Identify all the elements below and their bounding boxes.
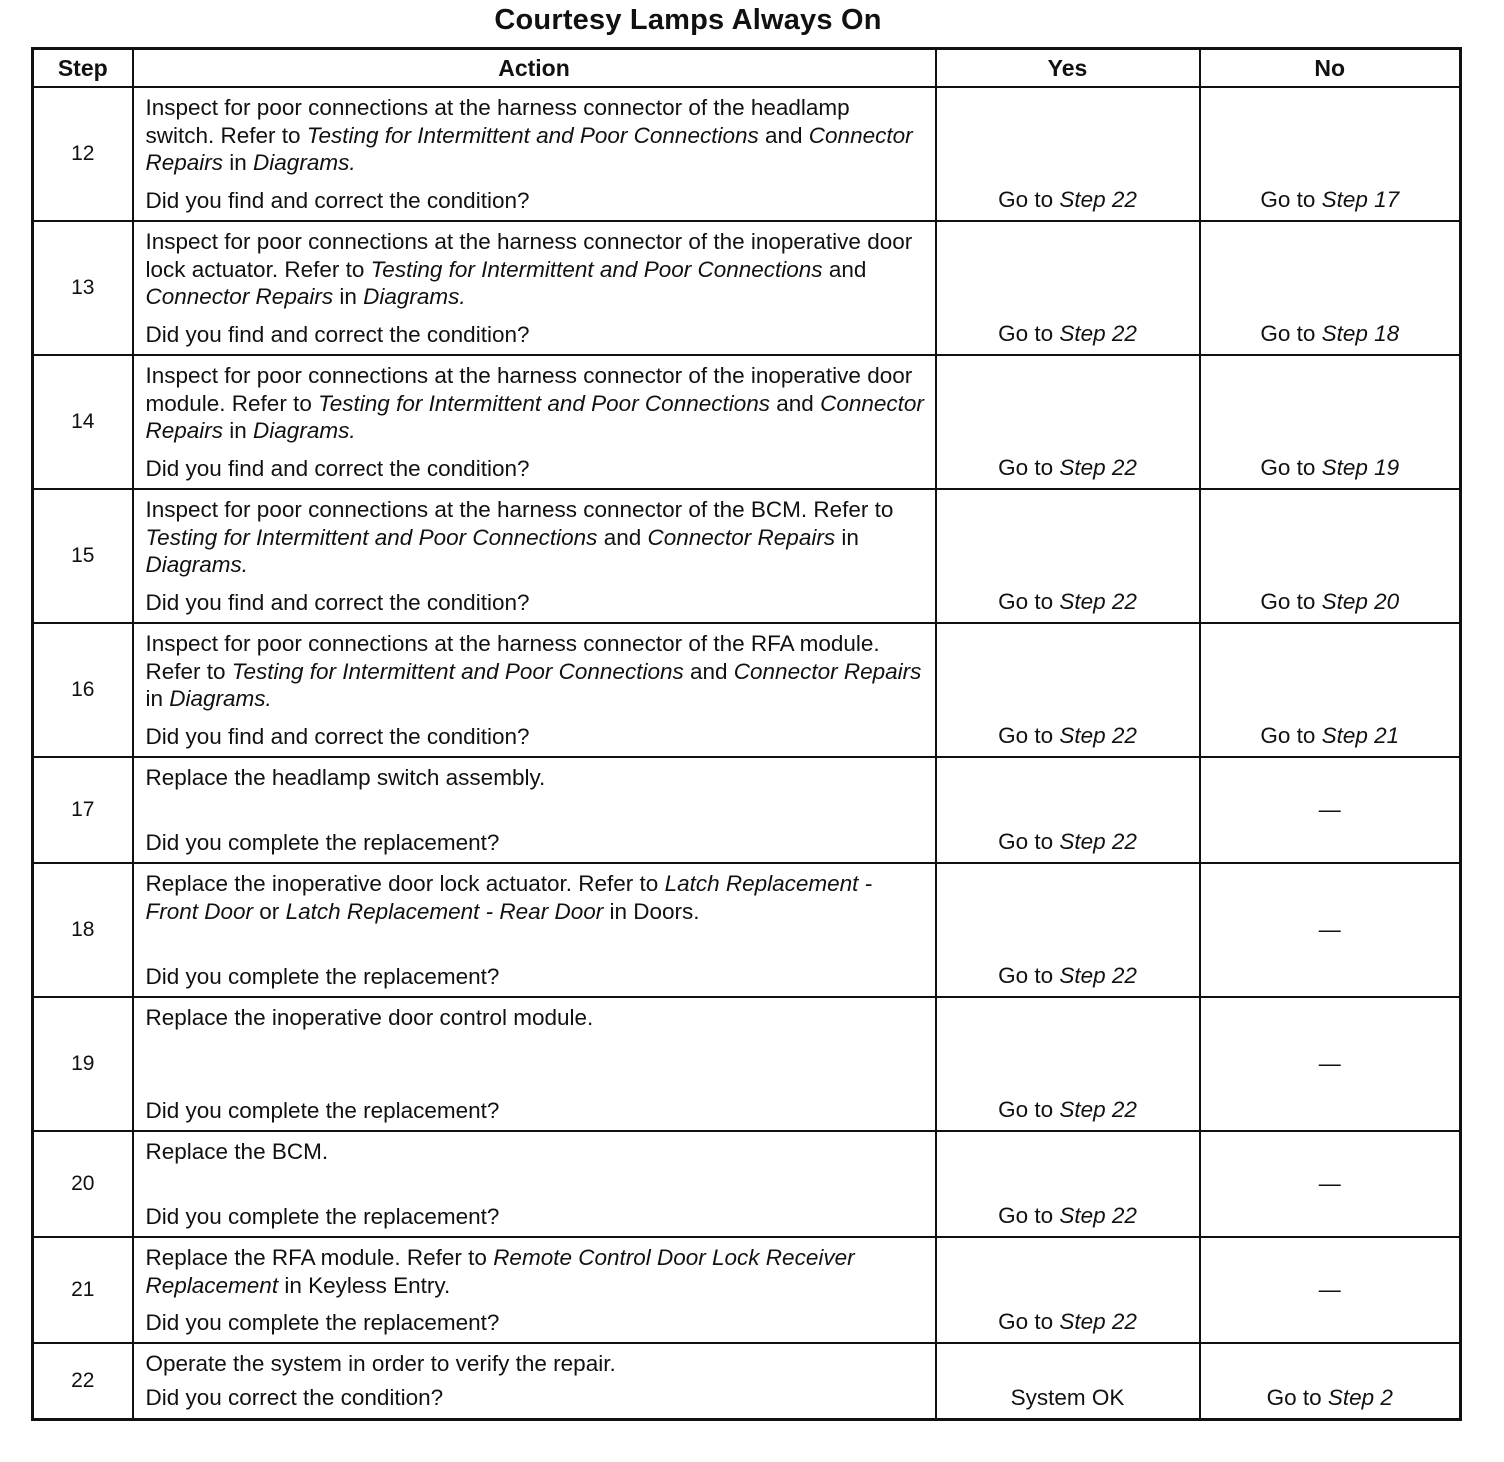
table-row — [33, 757, 1461, 863]
step-number: 15 — [33, 489, 133, 623]
action-cell — [133, 757, 936, 863]
action-question: Did you complete the replacement? — [145, 1309, 500, 1335]
step-link-text: Step 22 — [1059, 829, 1137, 854]
result-text: Go to — [1260, 187, 1322, 212]
action-cell — [133, 1343, 936, 1419]
reference-text: Testing for Intermittent and Poor Connections — [318, 390, 771, 416]
result-text: Go to — [998, 589, 1060, 614]
action-text: Inspect for poor connections at the harness connector of the inoperative door module. Refer to — [145, 363, 913, 416]
action-cell — [133, 355, 936, 489]
no-result — [1200, 1131, 1461, 1237]
action-text: and — [683, 658, 734, 684]
result-text: — — [1318, 1171, 1341, 1196]
reference-text: Diagrams. — [169, 686, 272, 711]
table-row — [33, 1131, 1461, 1237]
step-link-text: Step 22 — [1059, 187, 1137, 212]
step-link-text: Step 22 — [1059, 723, 1137, 748]
yes-result — [936, 1131, 1200, 1237]
step-link-text: Step 22 — [1059, 589, 1137, 614]
table-row — [33, 863, 1461, 997]
result-text: Go to — [998, 455, 1060, 480]
yes-result — [936, 221, 1200, 355]
no-result — [1200, 355, 1461, 489]
action-cell — [133, 623, 936, 757]
yes-result — [936, 1237, 1200, 1343]
action-text: Operate the system in order to verify the repair. — [145, 1351, 616, 1376]
step-number: 18 — [33, 863, 133, 997]
action-text: in — [835, 524, 859, 550]
table-row — [33, 221, 1461, 355]
yes-result — [936, 489, 1200, 623]
action-cell — [133, 863, 936, 997]
yes-result — [936, 623, 1200, 757]
reference-text: Testing for Intermittent and Poor Connections — [145, 524, 598, 550]
result-text: Go to — [1260, 455, 1322, 480]
table-body — [33, 87, 1461, 1419]
header-action: Action — [133, 49, 936, 88]
action-text: and — [597, 524, 648, 550]
step-link-text: Step 22 — [1059, 1097, 1137, 1122]
step-number: 14 — [33, 355, 133, 489]
step-link-text: Step 20 — [1321, 589, 1400, 614]
reference-text: Diagrams. — [363, 284, 466, 309]
action-question: Did you correct the condition? — [145, 1385, 444, 1410]
action-text: Inspect for poor connections at the harness connector of the BCM. Refer to — [145, 497, 894, 522]
reference-text: Testing for Intermittent and Poor Connections — [231, 658, 684, 684]
reference-text: Remote Control Door Lock Receiver Replacement — [145, 1245, 855, 1298]
result-text: Go to — [998, 1097, 1060, 1122]
step-link-text: Step 22 — [1059, 1203, 1137, 1228]
header-step: Step — [33, 49, 133, 88]
table-row — [33, 489, 1461, 623]
action-text: Inspect for poor connections at the harness connector of the RFA module. Refer to — [145, 631, 880, 684]
reference-text: Testing for Intermittent and Poor Connections — [370, 256, 823, 282]
step-number: 22 — [33, 1343, 133, 1419]
reference-text: Connector Repairs — [733, 658, 922, 684]
header-no: No — [1200, 49, 1461, 88]
action-cell — [133, 1131, 936, 1237]
action-description — [146, 1004, 925, 1032]
no-result — [1200, 1343, 1461, 1419]
no-result — [1200, 997, 1461, 1131]
action-text: Replace the BCM. — [145, 1139, 329, 1164]
reference-text: Connector Repairs — [145, 122, 913, 175]
action-question: Did you find and correct the condition? — [145, 321, 530, 347]
table-row — [33, 87, 1461, 221]
result-text: Go to — [1260, 589, 1322, 614]
result-text: Go to — [998, 1203, 1060, 1228]
step-link-text: Step 2 — [1327, 1384, 1393, 1410]
action-text: Replace the inoperative door lock actuator. Refer to — [145, 871, 665, 896]
table-row — [33, 997, 1461, 1131]
step-number: 17 — [33, 757, 133, 863]
step-link-text: Step 22 — [1059, 963, 1137, 988]
result-text: Go to — [998, 1309, 1060, 1334]
step-link-text: Step 22 — [1059, 455, 1137, 480]
table-row — [33, 1343, 1461, 1419]
page-title: Courtesy Lamps Always On — [494, 4, 882, 36]
action-text: and — [758, 122, 809, 148]
action-text: in — [145, 686, 170, 711]
result-text: — — [1318, 1051, 1341, 1076]
action-question: Did you find and correct the condition? — [145, 589, 530, 615]
action-description — [146, 496, 925, 579]
result-text: System OK — [1010, 1384, 1125, 1410]
step-number: 20 — [33, 1131, 133, 1237]
action-description — [146, 1244, 925, 1299]
no-result — [1200, 489, 1461, 623]
action-text: and — [770, 390, 821, 416]
action-text: Replace the inoperative door control module. — [145, 1005, 594, 1030]
result-text: Go to — [1260, 723, 1322, 748]
result-text: Go to — [998, 963, 1060, 988]
result-text: Go to — [998, 321, 1060, 346]
table-row — [33, 623, 1461, 757]
action-text: in — [223, 150, 254, 175]
action-question: Did you complete the replacement? — [145, 963, 500, 989]
step-link-text: Step 17 — [1321, 187, 1400, 212]
action-cell — [133, 221, 936, 355]
step-number: 19 — [33, 997, 133, 1131]
no-result — [1200, 757, 1461, 863]
yes-result — [936, 757, 1200, 863]
result-text: Go to — [998, 829, 1060, 854]
action-text: Replace the headlamp switch assembly. — [145, 765, 546, 790]
action-question: Did you complete the replacement? — [145, 829, 500, 855]
no-result — [1200, 863, 1461, 997]
reference-text: Diagrams. — [145, 552, 249, 577]
reference-text: Diagrams. — [253, 418, 356, 443]
step-link-text: Step 22 — [1059, 1309, 1137, 1334]
yes-result — [936, 997, 1200, 1131]
action-text: Inspect for poor connections at the harness connector of the headlamp switch. Refer to — [145, 95, 850, 148]
action-text: in — [223, 418, 254, 443]
reference-text: Latch Replacement - Rear Door — [285, 898, 604, 924]
step-number: 12 — [33, 87, 133, 221]
action-cell — [133, 1237, 936, 1343]
diagnostic-table — [31, 47, 1462, 1421]
no-result — [1200, 1237, 1461, 1343]
action-description — [146, 362, 925, 445]
table-row — [33, 355, 1461, 489]
action-description — [146, 1138, 925, 1166]
header-yes: Yes — [936, 49, 1200, 88]
step-number: 16 — [33, 623, 133, 757]
action-description — [146, 1350, 925, 1378]
action-cell — [133, 997, 936, 1131]
action-description — [146, 94, 925, 177]
action-description — [146, 764, 925, 792]
action-question: Did you complete the replacement? — [145, 1203, 500, 1229]
action-question: Did you find and correct the condition? — [145, 187, 530, 213]
reference-text: Latch Replacement - Front Door — [145, 871, 873, 924]
action-question: Did you find and correct the condition? — [145, 455, 530, 481]
reference-text: Diagrams. — [253, 150, 356, 175]
no-result — [1200, 221, 1461, 355]
table-row — [33, 1237, 1461, 1343]
step-link-text: Step 21 — [1321, 723, 1400, 748]
yes-result — [936, 87, 1200, 221]
action-description — [146, 870, 925, 925]
result-text: — — [1318, 917, 1341, 942]
reference-text: Connector Repairs — [145, 284, 334, 309]
result-text: Go to — [998, 187, 1060, 212]
result-text: Go to — [1266, 1384, 1328, 1410]
step-number: 21 — [33, 1237, 133, 1343]
step-link-text: Step 22 — [1059, 321, 1137, 346]
action-text: and — [822, 256, 867, 282]
step-number: 13 — [33, 221, 133, 355]
result-text: Go to — [998, 723, 1060, 748]
step-link-text: Step 18 — [1321, 321, 1400, 346]
yes-result — [936, 863, 1200, 997]
action-question: Did you complete the replacement? — [145, 1097, 500, 1123]
result-text: — — [1318, 797, 1341, 822]
action-text: Replace the RFA module. Refer to — [145, 1245, 494, 1270]
header-row — [33, 49, 1461, 88]
result-text: Go to — [1260, 321, 1322, 346]
step-link-text: Step 19 — [1321, 455, 1400, 480]
action-description — [146, 228, 925, 311]
yes-result — [936, 1343, 1200, 1419]
action-text: in — [333, 284, 364, 309]
action-text: in Doors. — [603, 898, 700, 924]
result-text: — — [1318, 1277, 1341, 1302]
action-cell — [133, 87, 936, 221]
action-cell — [133, 489, 936, 623]
reference-text: Connector Repairs — [145, 390, 924, 443]
reference-text: Testing for Intermittent and Poor Connections — [306, 122, 759, 148]
action-text: in Keyless Entry. — [278, 1272, 451, 1298]
reference-text: Connector Repairs — [647, 524, 836, 550]
no-result — [1200, 623, 1461, 757]
action-text: Inspect for poor connections at the harness connector of the inoperative door lock actuator. Refer to — [145, 229, 913, 282]
no-result — [1200, 87, 1461, 221]
action-question: Did you find and correct the condition? — [145, 723, 530, 749]
action-text: or — [253, 898, 286, 924]
action-description — [146, 630, 925, 713]
yes-result — [936, 355, 1200, 489]
